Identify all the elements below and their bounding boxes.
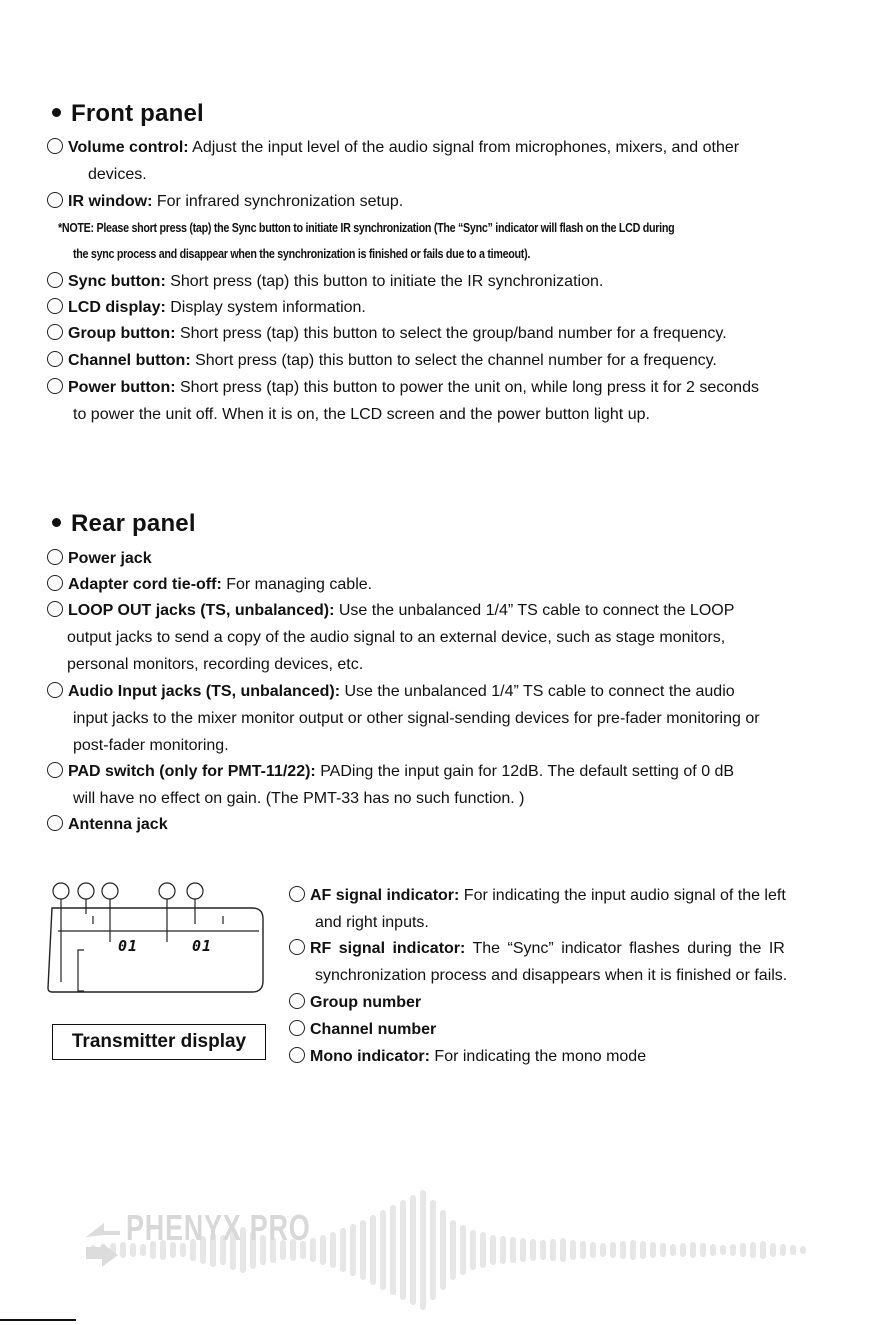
waveform-bar: [600, 1243, 606, 1257]
waveform-bar: [350, 1224, 356, 1276]
item-text: Use the unbalanced 1/4” TS cable to connect the audio: [340, 683, 735, 700]
waveform-bar: [670, 1244, 676, 1256]
list-item: [47, 298, 366, 318]
item-label: Group button:: [68, 325, 176, 342]
item-label: Audio Input jacks (TS, unbalanced):: [68, 683, 341, 700]
list-item: [289, 1047, 646, 1067]
item-text: PADing the input gain for 12dB. The default setting of 0 dB: [315, 763, 735, 780]
waveform-bar: [770, 1243, 776, 1257]
waveform-bar: [390, 1205, 396, 1295]
item-text: Display system information.: [165, 299, 366, 316]
item-label: Group number: [310, 994, 422, 1011]
callout-circle-icon: [187, 883, 203, 899]
circle-marker-icon: [289, 993, 305, 1009]
note-line-2: the sync process and disappear when the synchronization is finished or fails due to a timeout).: [73, 247, 531, 261]
item-text: Short press (tap) this button to select the group/band number for a frequency.: [175, 325, 727, 342]
waveform-bar: [480, 1232, 486, 1268]
waveform-bar: [690, 1242, 696, 1258]
waveform-bar: [780, 1244, 786, 1256]
waveform-bar: [430, 1200, 436, 1300]
waveform-bar: [790, 1245, 796, 1255]
circle-marker-icon: [47, 192, 63, 208]
callout-circle-icon: [102, 883, 118, 899]
waveform-bar: [560, 1238, 566, 1262]
transmitter-display-caption: Transmitter display: [52, 1024, 266, 1060]
item-continuation: personal monitors, recording devices, etc.: [67, 656, 364, 673]
circle-marker-icon: [47, 762, 63, 778]
waveform-bar: [360, 1220, 366, 1280]
waveform-bar: [460, 1225, 466, 1275]
item-continuation: input jacks to the mixer monitor output or other signal-sending devices for pre-fader monitoring or: [73, 710, 760, 727]
circle-marker-icon: [47, 601, 63, 617]
waveform-bar: [620, 1241, 626, 1259]
waveform-bar: [370, 1215, 376, 1285]
waveform-bar: [760, 1241, 766, 1259]
circle-marker-icon: [47, 138, 63, 154]
item-label: RF signal indicator:: [310, 940, 466, 957]
waveform-bar: [680, 1243, 686, 1257]
item-text: Short press (tap) this button to power the unit on, while long press it for 2 seconds: [175, 379, 759, 396]
circle-marker-icon: [47, 682, 63, 698]
list-item: [47, 549, 152, 569]
circle-marker-icon: [47, 815, 63, 831]
item-continuation: devices.: [88, 166, 147, 183]
list-item: [47, 762, 734, 782]
item-text: For indicating the input audio signal of the left: [459, 887, 786, 904]
waveform-bar: [730, 1244, 736, 1256]
item-text: For indicating the mono mode: [429, 1048, 647, 1065]
waveform-bar: [400, 1200, 406, 1300]
front-panel-heading: [52, 100, 204, 128]
waveform-bar: [550, 1239, 556, 1261]
item-continuation: synchronization process and disappears when it is finished or fails.: [315, 967, 788, 984]
waveform-bar: [660, 1243, 666, 1257]
callout-circle-icon: [53, 883, 69, 899]
item-continuation: post-fader monitoring.: [73, 737, 229, 754]
item-continuation: output jacks to send a copy of the audio signal to an external device, such as stage monitors,: [67, 629, 726, 646]
brand-watermark-text: PHENYX PRO: [126, 1207, 311, 1248]
list-item: [289, 939, 785, 959]
waveform-bar: [330, 1232, 336, 1268]
item-label: Power button:: [68, 379, 176, 396]
item-label: LCD display:: [68, 299, 166, 316]
bullet-icon: [52, 518, 61, 527]
circle-marker-icon: [47, 351, 63, 367]
list-item: [47, 324, 727, 344]
waveform-bar: [700, 1243, 706, 1257]
item-label: Adapter cord tie-off:: [68, 576, 222, 593]
item-label: PAD switch (only for PMT-11/22):: [68, 763, 316, 780]
item-continuation: to power the unit off. When it is on, the LCD screen and the power button light up.: [73, 406, 650, 423]
item-text: For managing cable.: [221, 576, 373, 593]
list-item: [289, 993, 421, 1013]
list-item: [47, 815, 168, 835]
callout-circle-icon: [159, 883, 175, 899]
item-text: Adjust the input level of the audio signal from microphones, mixers, and other: [188, 139, 740, 156]
waveform-bar: [440, 1210, 446, 1290]
rear-panel-heading-text: Rear panel: [71, 510, 196, 537]
channel-number-readout: 01: [192, 937, 213, 955]
circle-marker-icon: [47, 298, 63, 314]
item-text: Short press (tap) this button to select the channel number for a frequency.: [190, 352, 717, 369]
brand-logo-icon: [86, 1223, 120, 1237]
waveform-bar: [640, 1241, 646, 1259]
waveform-bar: [800, 1246, 806, 1254]
waveform-bar: [750, 1242, 756, 1258]
circle-marker-icon: [47, 324, 63, 340]
waveform-bar: [450, 1220, 456, 1280]
item-text: For infrared synchronization setup.: [152, 193, 404, 210]
brand-watermark: [80, 1175, 820, 1325]
waveform-bar: [470, 1230, 476, 1270]
waveform-bar: [520, 1238, 526, 1262]
waveform-bar: [570, 1240, 576, 1260]
waveform-bar: [410, 1195, 416, 1305]
transmitter-display-diagram: [40, 878, 270, 998]
item-label: LOOP OUT jacks (TS, unbalanced):: [68, 602, 335, 619]
waveform-bar: [610, 1242, 616, 1258]
circle-marker-icon: [289, 886, 305, 902]
item-text: Short press (tap) this button to initiate the IR synchronization.: [165, 273, 604, 290]
waveform-bar: [320, 1235, 326, 1265]
bullet-icon: [52, 108, 61, 117]
waveform-bar: [630, 1240, 636, 1260]
note-line-1: *NOTE: Please short press (tap) the Sync button to initiate IR synchronization (The “Sync” indicator will flash on the LCD during: [58, 221, 675, 235]
waveform-bar: [490, 1235, 496, 1265]
circle-marker-icon: [47, 378, 63, 394]
item-label: Channel number: [310, 1021, 437, 1038]
waveform-bar: [500, 1236, 506, 1264]
item-label: Volume control:: [68, 139, 189, 156]
circle-marker-icon: [289, 1020, 305, 1036]
waveform-bar: [310, 1238, 316, 1262]
waveform-bar: [710, 1244, 716, 1256]
item-text: Use the unbalanced 1/4” TS cable to connect the LOOP: [334, 602, 735, 619]
list-item: [47, 601, 734, 621]
list-item: [289, 886, 786, 906]
list-item: [47, 192, 403, 212]
list-item: [289, 1020, 436, 1040]
footer-rule: [0, 1319, 76, 1321]
item-label: Sync button:: [68, 273, 166, 290]
item-label: Antenna jack: [68, 816, 168, 833]
waveform-bar: [650, 1242, 656, 1258]
waveform-bar: [540, 1240, 546, 1260]
circle-marker-icon: [289, 939, 305, 955]
group-number-readout: 01: [118, 937, 139, 955]
waveform-bar: [720, 1245, 726, 1255]
list-item: [47, 575, 372, 595]
item-label: AF signal indicator:: [310, 887, 460, 904]
circle-marker-icon: [47, 272, 63, 288]
item-label: Channel button:: [68, 352, 191, 369]
callout-circle-icon: [78, 883, 94, 899]
waveform-bar: [530, 1239, 536, 1261]
item-label: Power jack: [68, 550, 152, 567]
item-continuation: and right inputs.: [315, 914, 429, 931]
waveform-bar: [420, 1190, 426, 1310]
waveform-bar: [510, 1237, 516, 1263]
item-continuation: will have no effect on gain. (The PMT-33 has no such function. ): [73, 790, 525, 807]
circle-marker-icon: [47, 575, 63, 591]
list-item: [47, 378, 759, 398]
waveform-bar: [590, 1242, 596, 1258]
circle-marker-icon: [47, 549, 63, 565]
circle-marker-icon: [289, 1047, 305, 1063]
waveform-bar: [340, 1228, 346, 1272]
item-label: Mono indicator:: [310, 1048, 430, 1065]
list-item: [47, 351, 717, 371]
front-panel-heading-text: Front panel: [71, 100, 204, 127]
rear-panel-heading: [52, 510, 196, 538]
item-text: The “Sync” indicator flashes during the IR: [465, 940, 785, 957]
waveform-bar: [740, 1243, 746, 1257]
list-item: [47, 272, 603, 292]
item-label: IR window:: [68, 193, 153, 210]
list-item: [47, 682, 735, 702]
list-item: [47, 138, 739, 158]
waveform-bar: [580, 1241, 586, 1259]
waveform-bar: [380, 1210, 386, 1290]
